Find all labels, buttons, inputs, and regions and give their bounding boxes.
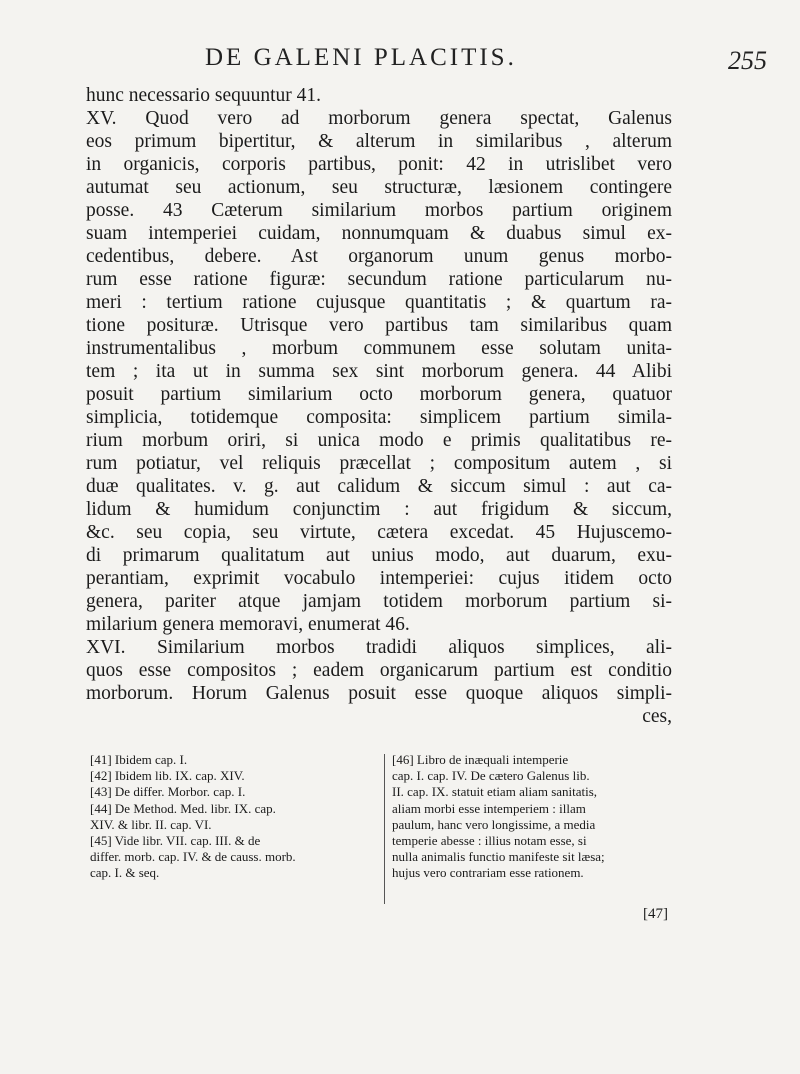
text-line: lidum & humidum conjunctim : aut frigidum & siccum, <box>86 499 672 520</box>
footnotes-left-column <box>90 752 380 882</box>
footnote-line: II. cap. IX. statuit etiam aliam sanitatis, <box>392 784 598 800</box>
footnote-line: cap. I. cap. IV. De cætero Galenus lib. <box>392 768 590 784</box>
footnote-line: [44] De Method. Med. libr. IX. cap. <box>90 800 276 816</box>
text-line: tione posituræ. Utrisque vero partibus tam similaribus quam <box>86 315 672 336</box>
column-divider <box>384 754 385 904</box>
footnote-line: aliam morbi esse intemperiem : illam <box>392 800 586 816</box>
text-line: XV. Quod vero ad morborum genera spectat, Galenus <box>86 108 672 129</box>
text-line: quos esse compositos ; eadem organicarum partium est conditio <box>86 660 672 681</box>
footnote-line: [43] De differ. Morbor. cap. I. <box>90 784 246 800</box>
text-line: meri : tertium ratione cujusque quantitatis ; & quartum ra- <box>86 292 672 313</box>
footnote-line: differ. morb. cap. IV. & de causs. morb. <box>90 849 296 865</box>
text-line: duæ qualitates. v. g. aut calidum & siccum simul : aut ca- <box>86 476 672 497</box>
text-line: rum potiatur, vel reliquis præcellat ; compositum autem , si <box>86 453 672 474</box>
text-line: autumat seu actionum, seu structuræ, læsionem contingere <box>86 177 672 198</box>
text-line: suam intemperiei cuidam, nonnumquam & duabus simul ex- <box>86 223 672 244</box>
text-line: milarium genera memoravi, enumerat 46. <box>86 614 410 635</box>
text-line: &c. seu copia, seu virtute, cætera excedat. 45 Hujuscemo- <box>86 522 672 543</box>
text-line: XVI. Similarium morbos tradidi aliquos simplices, ali- <box>86 637 672 658</box>
footnote-line: [46] Libro de inæquali intemperie <box>392 752 569 767</box>
text-line: posse. 43 Cæterum similarium morbos partium originem <box>86 200 672 221</box>
footnote-line: cap. I. & seq. <box>90 865 160 881</box>
footnote-line: hujus vero contrariam esse rationem. <box>392 865 584 881</box>
footnote-line: paulum, hanc vero longissime, a media <box>392 816 596 832</box>
text-line: rium morbum oriri, si unica modo e primis qualitatibus re- <box>86 430 672 451</box>
text-line: in organicis, corporis partibus, ponit: 42 in utrislibet vero <box>86 154 672 175</box>
footnotes-right-column <box>392 752 668 882</box>
text-line: ces, <box>642 706 672 727</box>
text-line: hunc necessario sequuntur 41. <box>86 85 322 106</box>
main-text <box>86 84 672 728</box>
text-line: di primarum qualitatum aut unius modo, aut duarum, exu- <box>86 545 672 566</box>
text-line: rum esse ratione figuræ: secundum ratione particularum nu- <box>86 269 672 290</box>
page-number: 255 <box>728 46 767 75</box>
text-line: perantiam, exprimit vocabulo intemperiei: cujus itidem octo <box>86 568 672 589</box>
footnote-line: [42] Ibidem lib. IX. cap. XIV. <box>90 768 245 784</box>
text-line: genera, pariter atque jamjam totidem morborum partium si- <box>86 591 672 612</box>
running-title: DE GALENI PLACITIS. <box>205 44 517 71</box>
footnote-line: temperie abesse : illius notam esse, si <box>392 832 587 848</box>
footnote-line: nulla animalis functio manifeste sit læsa; <box>392 849 605 865</box>
footnote-line: XIV. & libr. II. cap. VI. <box>90 816 212 832</box>
text-line: instrumentalibus , morbum communem esse solutam unita- <box>86 338 672 359</box>
text-line: morborum. Horum Galenus posuit esse quoque aliquos simpli- <box>86 683 672 704</box>
footnote-line: [45] Vide libr. VII. cap. III. & de <box>90 832 261 848</box>
text-line: simplicia, totidemque composita: simplicem partium simila- <box>86 407 672 428</box>
text-line: posuit partium similarium octo morborum genera, quatuor <box>86 384 672 405</box>
text-line: eos primum bipertitur, & alterum in similaribus , alterum <box>86 131 672 152</box>
text-line: tem ; ita ut in summa sex sint morborum genera. 44 Alibi <box>86 361 672 382</box>
footnote-line: [41] Ibidem cap. I. <box>90 752 188 767</box>
text-line: cedentibus, debere. Ast organorum unum genus morbo- <box>86 246 672 267</box>
catchword: [47] <box>643 906 668 922</box>
